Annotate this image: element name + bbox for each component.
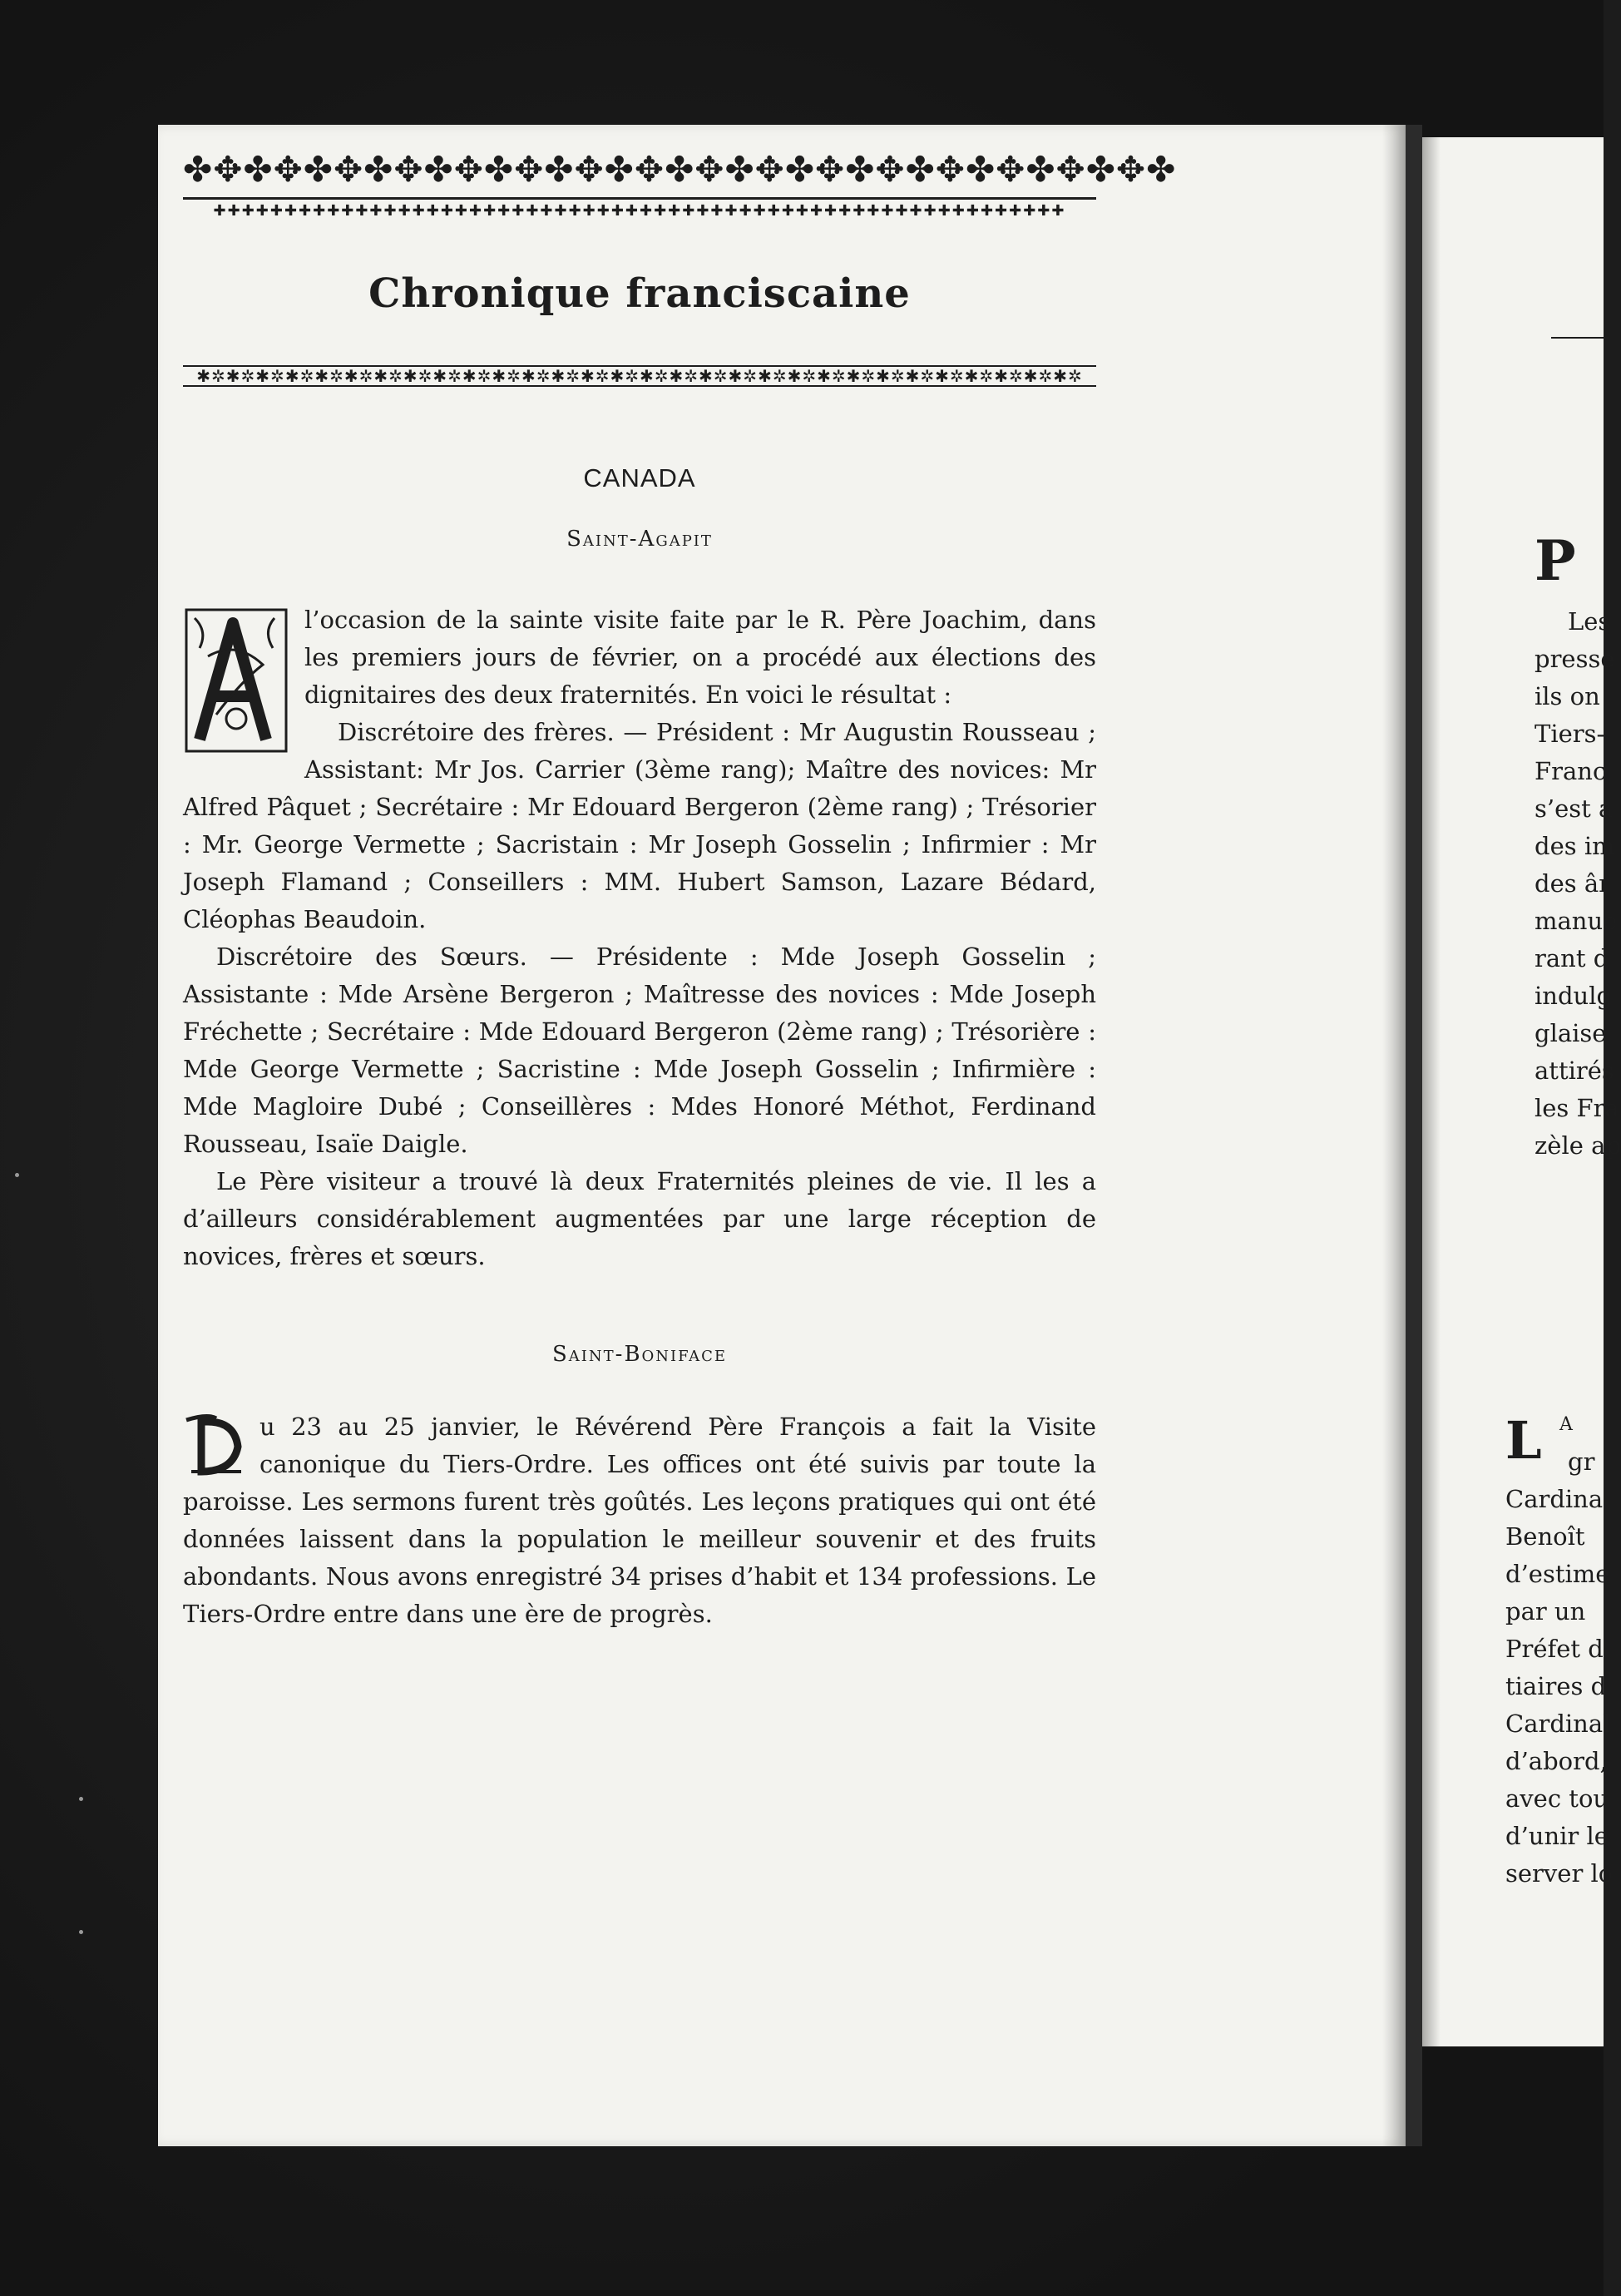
left-page-content <box>183 146 1177 1633</box>
right-page-fragment: presse <box>1535 645 1615 673</box>
dust-speck <box>79 1930 83 1934</box>
right-page-dropcap: P <box>1535 528 1576 593</box>
right-page-fragment: des âr <box>1535 869 1610 898</box>
right-page-fragment: Cardina <box>1505 1485 1604 1513</box>
ornamental-band-lower: ✱✲✱✲✱✲✱✲✱✲✱✲✱✲✱✲✱✲✱✲✱✲✱✲✱✲✱✲✱✲✱✲✱✲✱✲✱✲✱✲✱✲✱✲✱✲✱✲✱✲✱✲✱✲✱✲✱✲✱✲ <box>183 365 1096 387</box>
right-page-rule <box>1551 337 1609 339</box>
right-page-fragment: A <box>1559 1414 1573 1435</box>
right-page-fragment: ils on <box>1535 682 1600 710</box>
dust-speck <box>79 1797 83 1801</box>
illuminated-initial-d-icon <box>183 1412 248 1478</box>
right-page-fragment: Tiers- <box>1535 720 1605 748</box>
section-heading-saint-agapit: Saint-Agapit <box>566 527 713 552</box>
right-page-fragment: des im <box>1535 832 1615 860</box>
right-page-fragment: server lo <box>1505 1859 1614 1888</box>
right-page-fragment: Benoît <box>1505 1522 1585 1551</box>
ornament-rule <box>183 197 1096 200</box>
right-page-fragment: Cardinal <box>1505 1710 1611 1738</box>
paragraph: l’occasion de la sainte visite faite par le R. Père Joachim, dans les premiers jours de février, on a procédé aux élections des dignitaires des deux fraternités. En voici le résultat : <box>304 606 1096 709</box>
right-page-fragment: Préfet d <box>1505 1635 1604 1663</box>
right-page-fragment: gr <box>1568 1447 1595 1476</box>
ornamental-border-top: ✤✥✤✥✤✥✤✥✤✥✤✥✤✥✤✥✤✥✤✥✤✥✤✥✤✥✤✥✤✥✤✥✤ <box>183 149 1177 190</box>
right-page-fragment: attirés <box>1535 1056 1614 1085</box>
paragraph: Discrétoire des frères. — Président : Mr Augustin Rousseau ; Assistant: Mr Jos. Carrier (3ème rang); Maître des novices: Mr Alfred Pâquet ; Secrétaire : Mr Edouard Bergeron (2ème rang) ; Trésorier : Mr. George Vermette ; Sacristain : Mr Joseph Gosselin ; Infirmier : Mr Joseph Flamand ; Conseillers : MM. Hubert Samson, Lazare Bédard, Cléophas Beaudoin. <box>183 718 1096 933</box>
right-page-fragment: s’est a <box>1535 794 1614 823</box>
right-page-fragment: Franc <box>1535 757 1607 785</box>
right-page-fragment: zèle ap <box>1535 1131 1621 1160</box>
right-page-fragment: manue <box>1535 907 1618 935</box>
right-page-fragment: avec tou <box>1505 1784 1609 1813</box>
country-heading: CANADA <box>583 463 696 492</box>
paragraph: Discrétoire des Sœurs. — Présidente : Mde Joseph Gosselin ; Assistante : Mde Arsène Bergeron ; Maîtresse des novices : Mde Joseph Fréchette ; Secrétaire : Mde Edouard Bergeron (2ème rang) ; Trésorière : Mde George Vermette ; Sacristine : Mde Joseph Gosselin ; Infirmière : Mde Magloire Dubé ; Conseillères : Mdes Honoré Méthot, Ferdinand Rousseau, Isaïe Daigle. <box>183 943 1096 1158</box>
dust-speck <box>15 1173 19 1177</box>
section-heading-saint-boniface: Saint-Boniface <box>551 1342 728 1367</box>
right-page-fragment: glaise <box>1535 1019 1607 1047</box>
paragraph: Le Père visiteur a trouvé là deux Fraternités pleines de vie. Il les a d’ailleurs considérablement augmentées par une large réception de novices, frères et sœurs. <box>183 1167 1096 1270</box>
right-page-fragment: Les <box>1568 607 1611 636</box>
right-page-fragment: indulg <box>1535 982 1613 1010</box>
illuminated-initial-a-icon <box>183 606 289 755</box>
ornamental-band: ✚✚✚✚✚✚✚✚✚✚✚✚✚✚✚✚✚✚✚✚✚✚✚✚✚✚✚✚✚✚✚✚✚✚✚✚✚✚✚✚✚✚✚✚✚✚✚✚✚✚✚✚✚✚✚✚✚✚✚✚ <box>213 202 1066 220</box>
right-page-fragment: les Fra <box>1535 1094 1619 1122</box>
right-page-fragment: tiaires d <box>1505 1672 1607 1700</box>
right-page-cropped <box>1422 137 1621 2046</box>
right-page-fragment: d’unir le <box>1505 1822 1609 1850</box>
right-page-fragment: par un <box>1505 1597 1586 1626</box>
paragraph: u 23 au 25 janvier, le Révérend Père François a fait la Visite canonique du Tiers-Ordre. Les offices ont été suivis par toute la paroisse. Les sermons furent très goûtés. Les leçons pratiques qui ont été données laissent dans la population le meilleur souvenir et des fruits abondants. Nous avons enregistré 34 prises d’habit et 134 professions. Le Tiers-Ordre entre dans une ère de progrès. <box>183 1413 1096 1628</box>
book-gutter <box>1406 125 1422 2146</box>
right-page-dropcap: L <box>1505 1410 1542 1471</box>
chronicle-title: Chronique franciscaine <box>368 270 911 317</box>
right-page-fragment: rant d <box>1535 944 1609 972</box>
right-page-fragment: d’abord, <box>1505 1747 1608 1775</box>
right-page-fragment: d’estime <box>1505 1560 1610 1588</box>
